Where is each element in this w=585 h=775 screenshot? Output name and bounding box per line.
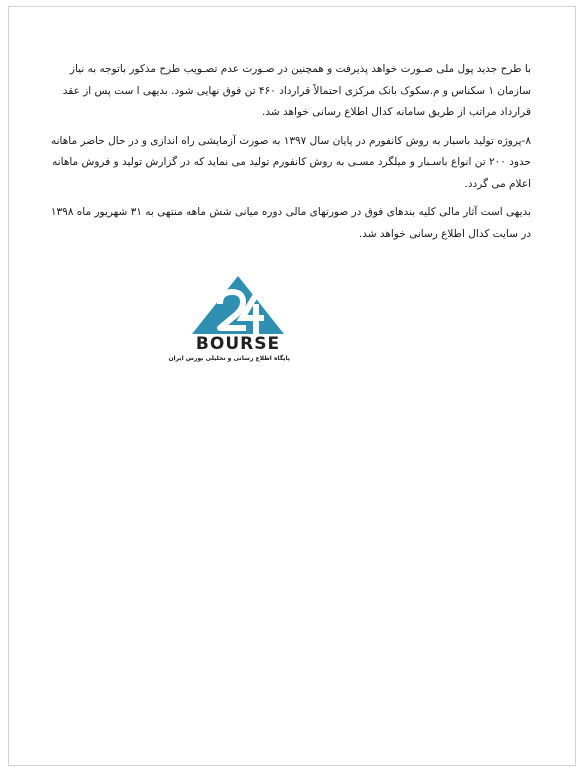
paragraph-1 [62,59,531,124]
document-body [50,59,531,252]
text-line: اعلام می گردد. [464,177,531,190]
text-line: با طرح جدید پول ملی صـورت خواهد پذیرفت و همچنین در صـورت عدم تصـویب طرح مذکور باتوجه به نیاز [69,63,531,75]
text-line: سازمان ۱ سکناس و م.سکوک بانک مرکزی احتمالاً قرارداد ۴۶۰ تن فوق نهایی شود. بدیهی ا ست پس از عقد [62,84,531,97]
logo-tagline: پایگاه اطلاع رسانی و تحلیلی بورس ایران [168,355,290,362]
bourse-triangle-icon [186,274,290,336]
logo-brand-text: BOURSE [195,334,281,354]
text-line: در سایت کدال اطلاع رسانی خواهد شد. [358,227,531,240]
bourse-logo [168,274,290,374]
text-line: حدود ۲۰۰ تن انواع باسـبار و میلگرد مسـی به روش کانفورم تولید می نماید که در گزارش تولید و فروش ماهانه [52,156,531,168]
document-page [8,6,576,766]
text-line: بدیهی است آثار مالی کلیه بندهای فوق در صورتهای مالی دوره میانی شش ماهه منتهی به ۳۱ شهریور ماه ۱۳۹۸ [50,206,531,218]
text-line: ۸-پروژه تولید باسبار به روش کانفورم در پایان سال ۱۳۹۷ به صورت آزمایشی راه اندازی و در حال حاضر ماهانه [50,134,531,147]
paragraph-2 [50,131,531,196]
paragraph-3 [50,202,531,245]
text-line: قرارداد مراتب از طریق سامانه کدال اطلاع رسانی خواهد شد. [262,106,531,118]
